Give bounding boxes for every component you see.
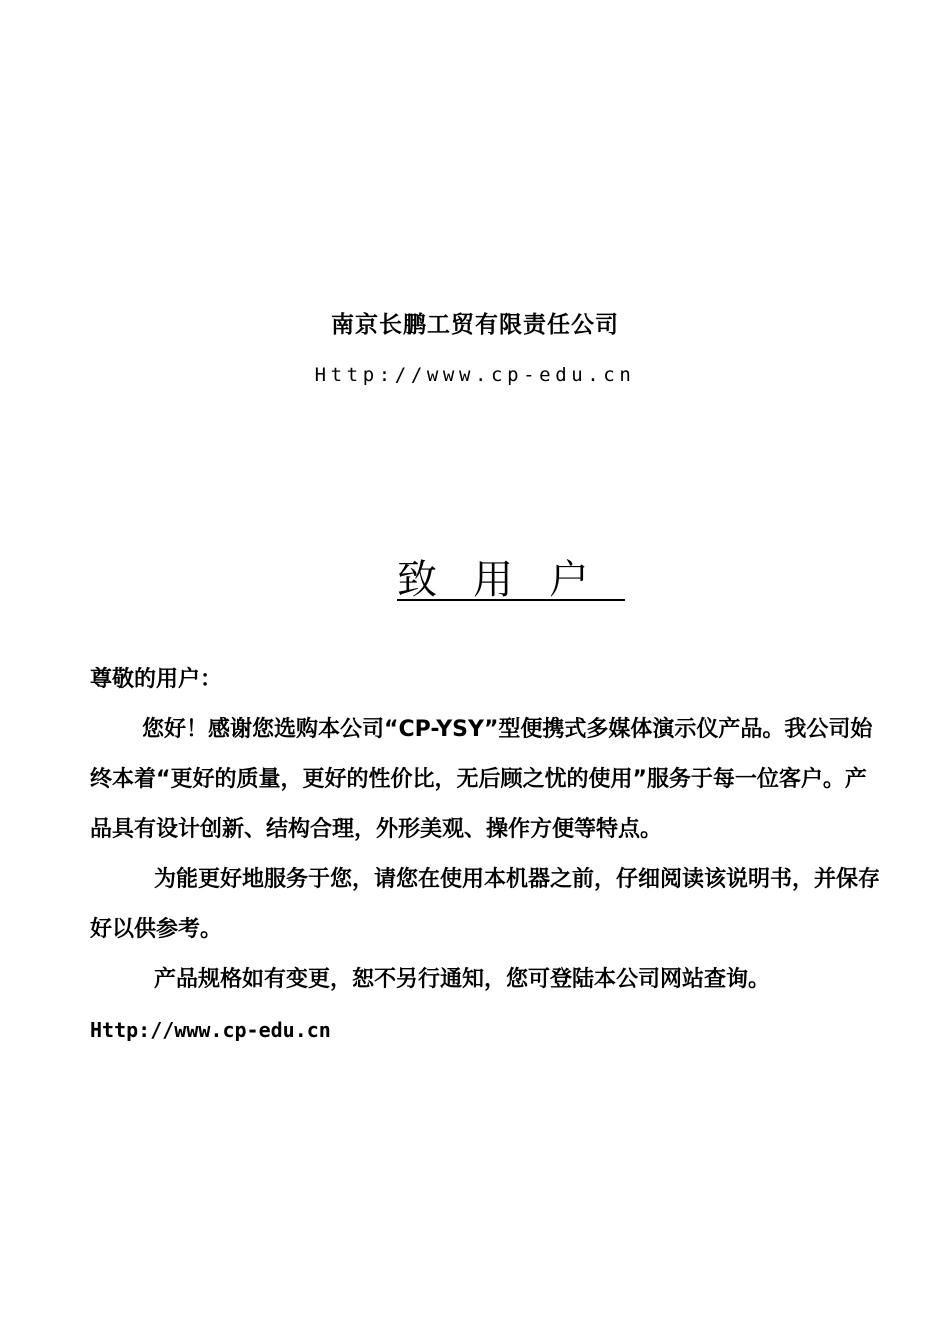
letter-body bbox=[90, 655, 880, 1055]
letter-website: Http://www.cp-edu.cn bbox=[90, 1018, 331, 1042]
company-website: Http://www.cp-edu.cn bbox=[314, 364, 636, 386]
company-name: 南京长鹏工贸有限责任公司 bbox=[331, 312, 619, 338]
letter-paragraph-2: 为能更好地服务于您，请您在使用本机器之前，仔细阅读该说明书，并保存好以供参考。 bbox=[90, 867, 881, 942]
page-title-wrapper bbox=[0, 548, 950, 605]
letter-paragraph-3: 产品规格如有变更，恕不另行通知，您可登陆本公司网站查询。 bbox=[154, 967, 771, 992]
page-title: 致用户 bbox=[397, 557, 625, 603]
letter-paragraph-1: 您好！感谢您选购本公司“CP-YSY”型便携式多媒体演示仪产品。我公司始终本着“更好的质量，更好的性价比，无后顾之忧的使用”服务于每一位客户。产品具有设计创新、结构合理，外形美观、操作方便等特点。 bbox=[90, 717, 873, 842]
salutation: 尊敬的用户： bbox=[90, 667, 223, 692]
